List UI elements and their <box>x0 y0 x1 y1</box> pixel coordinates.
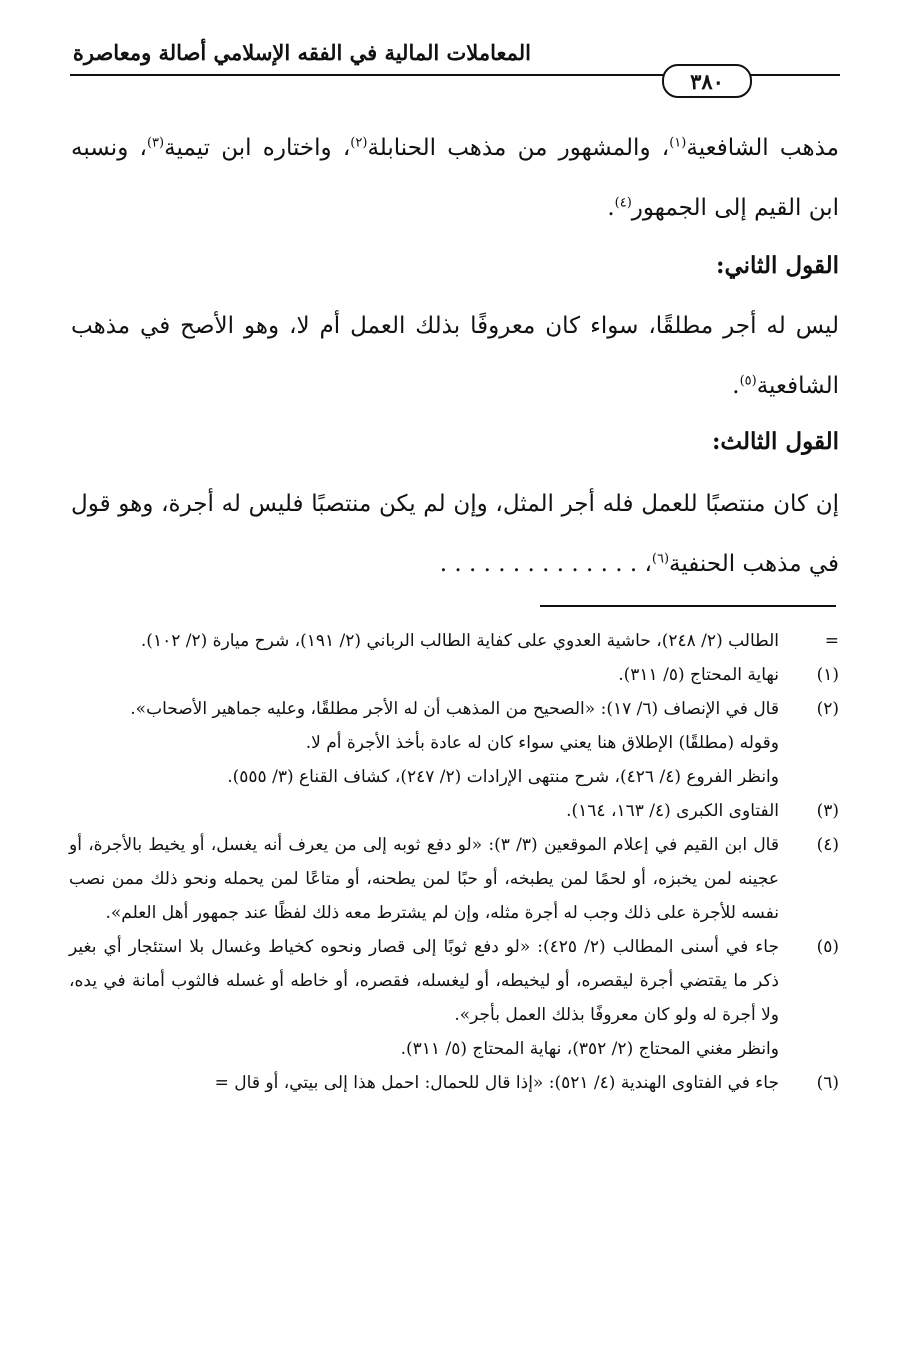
text-run: مذهب الشافعية <box>686 135 839 161</box>
paragraph-1 <box>71 118 839 238</box>
text-run: ، واختاره ابن تيمية <box>164 135 351 161</box>
footnote-ref: (٣) <box>146 135 165 151</box>
footnote-text: جاء في أسنى المطالب (٢/ ٤٢٥): «لو دفع ثوبًا إلى قصار ونحوه كخياط وغسال بلا استئجار أي بغير ذكر ما يقتضي أجرة ليقصره، أو ليخيطه، أو ليغسله، فقصره، أو خاطه أو غسله فالثوب أمانة في يده، ولا أجرة له ولو كان معروفًا بذلك العمل بأجر». <box>69 937 780 1025</box>
footnote-separator <box>540 605 836 607</box>
section-heading-2 <box>71 246 839 286</box>
text-run: . <box>732 373 740 399</box>
footnote-1 <box>69 658 839 692</box>
footnote-continued <box>69 624 839 658</box>
text-run: ، ونسبه ابن القيم إلى الجمهور <box>71 135 839 221</box>
footnote-number: (٥) <box>816 937 839 957</box>
paragraph-2 <box>71 296 839 416</box>
text-run: ، والمشهور من مذهب الحنابلة <box>367 135 670 161</box>
footnote-ref: (٢) <box>350 135 368 151</box>
footnote-5 <box>69 930 839 1032</box>
text-run: ليس له أجر مطلقًا، سواء كان معروفًا بذلك العمل أم لا، وهو الأصح في مذهب الشافعية <box>71 313 839 399</box>
footnote-2-refs <box>69 760 839 794</box>
footnote-text: وانظر الفروع (٤/ ٤٢٦)، شرح منتهى الإرادات (٢/ ٢٤٧)، كشاف القناع (٣/ ٥٥٥). <box>227 767 779 787</box>
footnote-text: قال ابن القيم في إعلام الموقعين (٣/ ٣): «لو دفع ثوبه إلى من يعرف أنه يغسل، أو يخيط بالأجرة، أو عجينه لمن يخبزه، أو لحمًا لمن يطبخه، أو حبًا لمن يطحنه، أو متاعًا لمن يحمله ونحو ذلك ممن نصب نفسه للأجرة على ذلك وجب له أجرة مثله، وإن لم يشترط معه ذلك لفظًا عند جمهور أهل العلم». <box>69 835 779 923</box>
footnote-text: وقوله (مطلقًا) الإطلاق هنا يعني سواء كان له عادة بأخذ الأجرة أم لا. <box>305 733 779 753</box>
paragraph-3 <box>71 474 839 594</box>
second-opinion-text <box>71 296 839 416</box>
footnote-number: (١) <box>816 665 839 685</box>
footnote-5-refs <box>69 1032 839 1066</box>
footnote-number: (٢) <box>816 699 839 719</box>
footnote-2 <box>69 692 839 726</box>
footnote-2-note <box>69 726 839 760</box>
footnote-6 <box>69 1066 839 1100</box>
footnote-ref: (٤) <box>614 195 632 211</box>
section-heading-3 <box>71 422 839 462</box>
footnote-4 <box>69 828 839 930</box>
continuation-marker: = <box>824 631 839 651</box>
heading-second-opinion: القول الثاني: <box>715 252 839 279</box>
footnote-text: نهاية المحتاج (٥/ ٣١١). <box>618 665 779 685</box>
footnote-3 <box>69 794 839 828</box>
main-text <box>71 118 839 238</box>
footnote-number: (٦) <box>816 1073 839 1093</box>
text-run: إن كان منتصبًا للعمل فله أجر المثل، وإن لم يكن منتصبًا فليس له أجرة، وهو قول في مذهب الحنفية <box>71 491 839 577</box>
footnote-text: قال في الإنصاف (٦/ ١٧): «الصحيح من المذهب أن له الأجر مطلقًا، وعليه جماهير الأصحاب». <box>130 699 779 719</box>
page-number-badge: ٣٨٠ <box>662 64 752 98</box>
heading-third-opinion: القول الثالث: <box>711 428 839 455</box>
footnote-ref: (١) <box>669 135 687 151</box>
running-title: المعاملات المالية في الفقه الإسلامي أصالة ومعاصرة <box>72 40 531 65</box>
text-run: . <box>607 195 615 221</box>
footnote-ref: (٥) <box>739 373 757 389</box>
footnotes <box>69 624 839 1100</box>
footnote-number: (٣) <box>816 801 839 821</box>
footnote-text: الفتاوى الكبرى (٤/ ١٦٣، ١٦٤). <box>566 801 779 821</box>
text-run: ، . . . . . . . . . . . . . . <box>439 551 652 577</box>
footnote-ref: (٦) <box>651 551 670 567</box>
footnote-text: جاء في الفتاوى الهندية (٤/ ٥٢١): «إذا قال للحمال: احمل هذا إلى بيتي، أو قال = <box>214 1073 779 1093</box>
footnote-text: الطالب (٢/ ٢٤٨)، حاشية العدوي على كفاية الطالب الرباني (٢/ ١٩١)، شرح ميارة (٢/ ١٠٢). <box>140 631 779 651</box>
footnote-number: (٤) <box>816 835 839 855</box>
third-opinion-text <box>71 474 839 594</box>
footnote-text: وانظر مغني المحتاج (٢/ ٣٥٢)، نهاية المحتاج (٥/ ٣١١). <box>400 1039 779 1059</box>
